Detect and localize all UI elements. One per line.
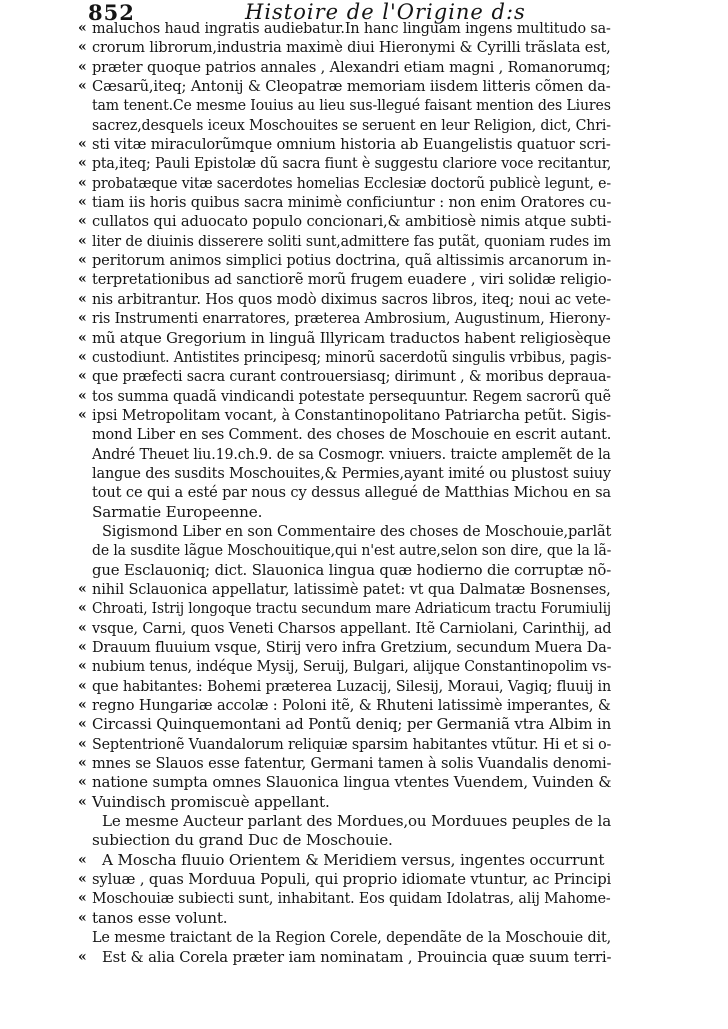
line-text: Le mesme traictant de la Region Corele, dependãte de la Moschouie dit,: [92, 928, 612, 947]
line-text: pta,iteq; Pauli Epistolæ dũ sacra fiunt è suggestu clariore voce recitantur,: [92, 154, 612, 173]
line-text: terpretationibus ad sanctiorẽ morũ frugem euadere , viri solidæ religio-: [92, 270, 612, 289]
text-line: [0, 735, 728, 754]
text-body: [0, 19, 728, 967]
text-line: [0, 541, 728, 560]
line-text: tout ce qui a esté par nous cy dessus allegué de Matthias Michou en sa: [92, 483, 612, 502]
quotation-mark: «: [78, 194, 86, 211]
line-text: Sarmatie Europeenne.: [92, 502, 263, 521]
line-text: crorum librorum,industria maximè diui Hieronymi & Cyrilli trãslata est,: [92, 38, 611, 57]
line-text: maluchos haud ingratis audiebatur.In hanc linguam ingens multitudo sa-: [92, 19, 611, 37]
text-line: [0, 212, 728, 231]
quotation-mark: «: [78, 310, 86, 327]
quotation-mark: «: [78, 948, 86, 965]
text-line: [0, 870, 728, 889]
quotation-mark: «: [78, 677, 86, 694]
line-text: langue des susdits Moschouites,& Permies,ayant imité ou plustost suiuy: [92, 463, 611, 482]
text-line: [0, 909, 728, 928]
line-text: que præfecti sacra curant controuersiasq; dirimunt , & moribus deprauа-: [92, 367, 611, 386]
quotation-mark: «: [78, 774, 86, 791]
line-text: præter quoque patrios annales , Alexandri etiam magni , Romanorumq;: [92, 57, 611, 76]
quotation-mark: «: [78, 136, 86, 153]
quotation-mark: «: [78, 39, 86, 56]
text-line: [0, 329, 728, 348]
line-text: A Moscha fluuio Orientem & Meridiem versus, ingentes occurrunt: [102, 850, 605, 869]
text-line: [0, 445, 728, 464]
text-line: [0, 19, 728, 38]
line-text: mond Liber en ses Comment. des choses de Moschouie en escrit autant.: [92, 425, 612, 444]
quotation-mark: «: [78, 232, 86, 249]
line-text: Chroati, Istrij longoque tractu secundum mare Adriaticum tractu Forumiulij: [92, 599, 611, 618]
quotation-mark: «: [78, 174, 86, 191]
text-line: [0, 619, 728, 638]
line-text: vsque, Carni, quos Veneti Charsos appellant. Itẽ Carniolani, Carinthij, ad: [92, 618, 612, 637]
text-line: [0, 677, 728, 696]
line-text: nihil Sclauonica appellatur, latissimè patet: vt qua Dalmatæ Bosnenses,: [92, 579, 611, 598]
text-line: [0, 715, 728, 734]
text-line: [0, 483, 728, 502]
text-line: [0, 38, 728, 57]
line-text: cullatos qui aduocato populo concionari,& ambitiosè nimis atque subti-: [92, 212, 612, 231]
line-text: mnes se Slauos esse fatentur, Germani tamen à solis Vuandalis denomi-: [92, 754, 612, 773]
line-text: peritorum animos simplici potius doctrina, quã altissimis arcanorum in-: [92, 251, 612, 270]
text-line: [0, 851, 728, 870]
text-line: [0, 96, 728, 115]
text-line: [0, 754, 728, 773]
line-text: tiam iis horis quibus sacra minimè conficiuntur : non enim Oratores cu-: [92, 193, 612, 212]
quotation-mark: «: [78, 851, 86, 868]
quotation-mark: «: [78, 639, 86, 655]
line-text: Vuindisch promiscuè appellant.: [92, 792, 330, 811]
line-text: Le mesme Aucteur parlant des Mordues,ou Morduues peuples de la: [102, 812, 612, 831]
quotation-mark: «: [78, 387, 86, 404]
page-number: 852: [88, 0, 135, 25]
quotation-mark: «: [78, 716, 86, 733]
line-text: custodiunt. Antistites principesq; minorũ sacerdotũ singulis vrbibus, pagis-: [92, 347, 612, 366]
text-line: [0, 889, 728, 908]
text-line: [0, 290, 728, 309]
line-text: Est & alia Corela præter iam nominatam , Prouincia quæ suum terri-: [102, 947, 612, 966]
line-text: ipsi Metropolitam vocant, à Constantinopolitano Patriarcha petũt. Sigis-: [92, 405, 612, 424]
line-text: Cæsarũ,iteq; Antonij & Cleopatræ memoriam iisdem litteris cõmen da-: [92, 77, 611, 96]
text-line: [0, 367, 728, 386]
line-text: natione sumpta omnes Slauonica lingua vtentes Vuendem, Vuinden &: [92, 773, 612, 792]
quotation-mark: «: [78, 619, 86, 636]
line-text: liter de diuinis disserere soliti sunt,admittere fas putãt, quoniam rudes im: [92, 231, 611, 250]
line-text: de la susdite lãgue Moschouitique,qui n'est autre,selon son dire, que la lã-: [92, 541, 612, 560]
line-text: nis arbitrantur. Hos quos modò diximus sacros libros, iteq; noui ac vete-: [92, 289, 611, 308]
line-text: André Theuet liu.19.ch.9. de sa Cosmogr. vniuers. traicte amplemẽt de la: [92, 444, 611, 463]
text-line: [0, 831, 728, 850]
line-text: nubium tenus, indéque Mysij, Seruij, Bulgari, alijque Constantinopolim vs-: [92, 657, 612, 676]
quotation-mark: «: [78, 213, 86, 230]
quotation-mark: «: [78, 78, 86, 95]
text-line: [0, 174, 728, 193]
line-text: Drauum fluuium vsque, Stirij vero infra Gretzium, secundum Muera Da-: [92, 638, 612, 656]
running-title: Histoire de l'Origine d:s: [245, 0, 526, 24]
text-line: [0, 251, 728, 270]
line-text: sti vitæ miraculorũmque omnium historia ab Euangelistis quatuor scri-: [92, 135, 611, 154]
text-line: [0, 561, 728, 580]
line-text: regno Hungariæ accolæ : Poloni itẽ, & Rhuteni latissimè imperantes, &: [92, 696, 611, 715]
text-line: [0, 58, 728, 77]
text-line: [0, 522, 728, 541]
quotation-mark: «: [78, 697, 86, 714]
line-text: Circassi Quinquemontani ad Pontũ deniq; per Germaniã vtra Albim in: [92, 715, 612, 734]
quotation-mark: «: [78, 329, 86, 346]
line-text: gue Esclauoniq; dict. Slauonica lingua quæ hodierno die corruptæ nõ-: [92, 560, 612, 579]
text-line: [0, 135, 728, 154]
line-text: probatæque vitæ sacerdotes homelias Ecclesiæ doctorũ publicè legunt, e-: [92, 173, 611, 192]
line-text: que habitantes: Bohemi præterea Luzacij, Silesij, Moraui, Vagiq; fluuij in: [92, 676, 612, 695]
text-line: [0, 793, 728, 812]
quotation-mark: «: [78, 793, 86, 810]
quotation-mark: «: [78, 58, 86, 75]
line-text: tam tenent.Ce mesme Iouius au lieu sus-llegué faisant mention des Liures: [92, 96, 611, 115]
text-line: [0, 503, 728, 522]
line-text: Moschouiæ subiecti sunt, inhabitant. Eos quidam Idolatras, alij Mahome-: [92, 889, 611, 908]
text-line: [0, 270, 728, 289]
quotation-mark: «: [78, 890, 86, 907]
text-line: [0, 657, 728, 676]
quotation-mark: «: [78, 20, 86, 36]
quotation-mark: «: [78, 909, 86, 926]
quotation-mark: «: [78, 580, 86, 597]
quotation-mark: «: [78, 755, 86, 772]
text-line: [0, 464, 728, 483]
quotation-mark: «: [78, 406, 86, 423]
text-line: [0, 773, 728, 792]
text-line: [0, 387, 728, 406]
text-line: [0, 425, 728, 444]
text-line: [0, 696, 728, 715]
line-text: syluæ , quas Morduua Populi, qui proprio idiomate vtuntur, ac Principi: [92, 870, 612, 889]
text-line: [0, 812, 728, 831]
line-text: Septentrionẽ Vuandalorum reliquiæ sparsim habitantes vtũtur. Hi et si o-: [92, 734, 612, 753]
text-line: [0, 77, 728, 96]
text-line: [0, 599, 728, 618]
text-line: [0, 154, 728, 173]
line-text: tanos esse volunt.: [92, 908, 228, 927]
quotation-mark: «: [78, 368, 86, 385]
text-line: [0, 928, 728, 947]
quotation-mark: «: [78, 600, 86, 617]
text-line: [0, 232, 728, 251]
text-line: [0, 309, 728, 328]
quotation-mark: «: [78, 348, 86, 365]
text-line: [0, 948, 728, 967]
line-text: subiection du grand Duc de Moschouie.: [92, 831, 393, 850]
line-text: tos summa quadã vindicandi potestate persequuntur. Regem sacrorũ quẽ: [92, 386, 611, 405]
text-line: [0, 193, 728, 212]
text-line: [0, 348, 728, 367]
line-text: mũ atque Gregorium in linguã Illyricam traductos habent religiosèque: [92, 328, 611, 347]
quotation-mark: «: [78, 871, 86, 888]
quotation-mark: «: [78, 271, 86, 288]
line-text: ris Instrumenti enarratores, præterea Ambrosium, Augustinum, Hierony-: [92, 309, 611, 328]
text-line: [0, 406, 728, 425]
line-text: sacrez,desquels iceux Moschouites se seruent en leur Religion, dict, Chri-: [92, 115, 611, 134]
line-text: Sigismond Liber en son Commentaire des choses de Moschouie,parlãt: [102, 521, 612, 540]
text-line: [0, 638, 728, 657]
text-line: [0, 580, 728, 599]
quotation-mark: «: [78, 735, 86, 752]
quotation-mark: «: [78, 252, 86, 269]
quotation-mark: «: [78, 290, 86, 307]
text-line: [0, 116, 728, 135]
quotation-mark: «: [78, 658, 86, 675]
quotation-mark: «: [78, 155, 86, 172]
